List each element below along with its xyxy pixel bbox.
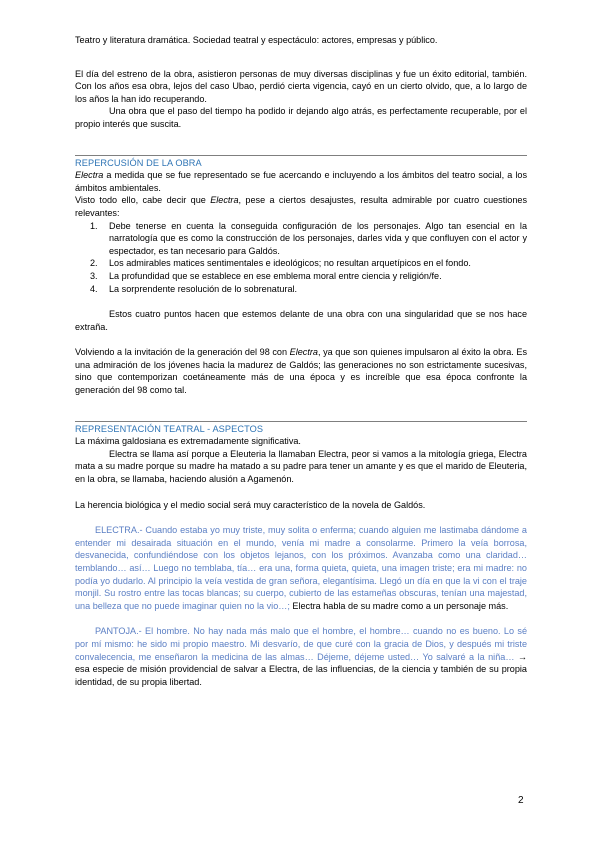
section2-paragraph-3: La herencia biológica y el medio social será muy característico de la novela de Galdós. xyxy=(75,499,426,510)
section1-paragraph-4: Volviendo a la invitación de la generación del 98 con Electra, ya que son quienes impulsaron al éxito la obra. Es una admiración de los jóvenes hacia la madurez de Galdós; las generaciones no son estrictamente sucesivas, sino que contemporizan coetáneamente más de una época y es increíble que esa época confronte la generación del 98 como tal. xyxy=(75,347,527,396)
intro-paragraph-1: El día del estreno de la obra, asistieron personas de muy diversas disciplinas y fue un éxito editorial, también. Con los años esa obra, lejos del caso Ubao, perdió cierta vigencia, cayó en un cierto olvido, que, a lo largo de los años la han ido recuperando. xyxy=(75,68,527,104)
relevant-points-list xyxy=(75,220,527,296)
header-line: Teatro y literatura dramática. Sociedad teatral y espectáculo: actores, empresas y público. xyxy=(75,35,438,45)
quote-electra: ELECTRA.- Cuando estaba yo muy triste, muy solita o enferma; cuando alguien me lastimaba dándome a entender mi desairada situación en el mundo, venía mi madre a consolarme. Primero la veía borrosa, desvanecida, confundiéndose con los objetos lejanos, con los próximos. Avanzaba como una claridad… temblando… así… Luego no temblaba, tía… era una, forma quieta, quieta, una imagen triste; era mi madre: no podía yo dudarlo. Al principio la veía vestida de gran señora, elegantísima. Llegó un día en que la vi con el traje monjil. Su rostro entre las tocas blancas; su cuerpo, cubierto de las estameñas obscuras, tenían una majestad, una belleza que no puede imaginar quien no la vio…; Electra habla de su madre como a un personaje más. xyxy=(75,525,527,611)
page-number: 2 xyxy=(518,795,524,806)
intro-paragraph-2: Una obra que el paso del tiempo ha podido ir dejando algo atrás, es perfectamente recuperable, por el propio interés que suscita. xyxy=(75,106,527,129)
work-title: Electra xyxy=(210,195,239,206)
section1-paragraph-1: Electra a medida que se fue representado se fue acercando e incluyendo a los ámbitos del teatro social, a los ámbitos ambientales. xyxy=(75,170,527,193)
section1-paragraph-2: Visto todo ello, cabe decir que Electra, pese a ciertos desajustes, resulta admirable por cuatro cuestiones relevantes: xyxy=(75,195,527,218)
document-page xyxy=(75,34,527,688)
list-item: 2. Los admirables matices sentimentales e ideológicos; no resultan arquetípicos en el fondo. xyxy=(90,258,471,269)
list-item: 3. La profundidad que se establece en ese emblema moral entre ciencia y religión/fe. xyxy=(90,270,442,281)
quote-pantoja: PANTOJA.- El hombre. No hay nada más malo que el hombre, el hombre… cuando no es bueno. Lo sé por mí mismo: he sido mi propio maestro. Mi desvarío, de que curé con la gracia de Dios, y después mi triste convalecencia, me enseñaron la medicina de las almas… Déjeme, déjeme usted… Yo salvaré a la niña… → esa especie de misión providencial de salvar a Electra, de las influencias, de la ciencia y también de su propia identidad, de su propia libertad. xyxy=(75,626,527,687)
section-divider-1 xyxy=(75,155,527,156)
section1-paragraph-3: Estos cuatro puntos hacen que estemos delante de una obra con una singularidad que se nos hace extraña. xyxy=(75,309,527,332)
section2-paragraph-1: La máxima galdosiana es extremadamente significativa. xyxy=(75,436,301,447)
section-divider-2 xyxy=(75,421,527,422)
list-item: 1. Debe tenerse en cuenta la conseguida configuración de los personajes. Algo tan esencial en la narratología que es como la construcción de los personajes, darles vida y que confluyen con el actor y espectador, es tan necesario para Galdós. xyxy=(90,220,527,256)
work-title: Electra xyxy=(75,170,104,181)
list-item: 4. La sorprendente resolución de lo sobrenatural. xyxy=(90,283,298,294)
section2-paragraph-2: Electra se llama así porque a Eleuteria la llamaban Electra, peor si vamos a la mitología griega, Electra mata a su madre porque su madre ha matado a su padre para tener un amante y es que el marido de Eleuteria, en la obra, se llamaba, haciendo alusión a Agamenón. xyxy=(75,448,527,485)
section-title-repercusion: REPERCUSIÓN DE LA OBRA xyxy=(75,157,202,168)
work-title: Electra xyxy=(289,347,318,358)
section-title-representacion: REPRESENTACIÓN TEATRAL - ASPECTOS xyxy=(75,423,264,434)
